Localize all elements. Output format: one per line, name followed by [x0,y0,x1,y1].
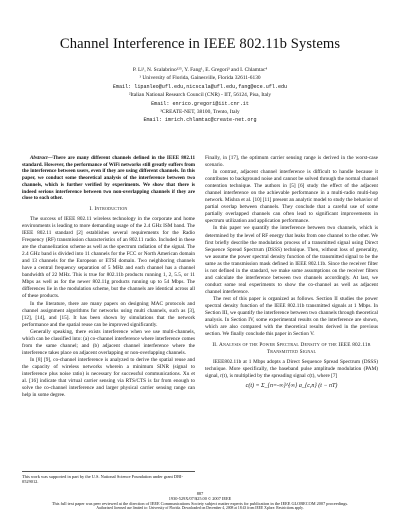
isbn-line: 1930-529X/07/$25.00 © 2007 IEEE [168,496,232,502]
page-footer [0,491,400,511]
affiliation-3: ³CREATE-NET, 38100, Trento, Italy [160,109,240,116]
section-2-paragraph: IEEE802.11b at 1 Mbps adopts a Direct Sequence Spread Spectrum (DSSS) technique. More specifically, the baseband pulse amplitude modulation (PAM) signal, r(t), is multiplied by the spreading signal c(t), where [7] [205,359,378,380]
abstract [22,155,195,202]
authors-line: P. Li¹, N. Scalabrino¹²⁵, Y. Fang¹, E. Gregori³ and I. Chlamtac⁴ [132,67,268,73]
right-column [205,155,378,394]
right-paragraph: In contrast, adjacent channel interference is difficult to handle because it contributes to background noise and cannot be solved through the normal channel contention technique. The authors in [5] [6] study the effect of the adjacent channel interference on the achievable performance in a multi-radio multi-hop network. Mishra et al. [10] [11] present an analytic model to study the behavior of partial overlap between channels. They conclude that a careful use of some partially overlapped channels can often lead to significant improvements in spectrum utilization and application performance. [205,169,378,225]
page-number: 887 [196,491,204,496]
email-2: Email: enrico.gregori@iit.cnr.it [151,100,249,107]
section-2-heading: II. Analysis of the Power Spectral Density of the IEEE 802.11b Transmitted Signal [212,342,371,356]
affiliation-1: ¹ University of Florida, Gainesville, Florida 32611-6130 [139,75,261,82]
left-column [22,155,195,399]
license-note: Authorized licensed use limited to: University of Florida. Downloaded on December 4, 2008 at 18:43 from IEEE Xplore. Restrictions apply. [96,506,304,511]
left-paragraph: The success of IEEE 802.11 wireless technology in the corporate and home environments is leading to more demanding usage of the 2.4 GHz ISM band. The IEEE 802.11 standard [2] establishes several requirements for the Radio Frequency (RF) transmission characteristics of an 802.11 radio. Included in these are the channelization scheme as well as the spectrum radiation of the signal. The 2.4 GHz band is divided into 11 channels for the FCC or North American domain and 13 channels for the European or ETSI domain. Two neighboring channels have a central frequency separation of 5 MHz and each channel has a channel bandwidth of 22 MHz. This is true for 802.11b products running 1, 2, 5.5, or 11 Mbps as well as for the newer 802.11g products running up to 54 Mbps. The differences lie in the modulation scheme, but the channels are identical across all of these products. [22,215,195,300]
affiliation-2: ²Italian National Research Council (CNR) - IIT, 56124, Pisa, Italy [128,92,272,99]
right-paragraph: In this paper we quantify the interference between two channels, which is determined by the level of RF energy that leaks from one channel to the other. We first briefly describe the modulation process of a transmitted signal using Direct Sequence Spread Spectrum (DSSS) technique. Then, without loss of generality, we assume the power spectral density function of the transmitted signal to be the same as the transmission mask defined in IEEE 802.11b. Since the receiver filter is not defined in the standard, we make some assumptions on the receiver filters and calculate the interference between two channels accordingly. At last, we conduct some real experiments to show the co-channel as well as adjacent channel interference. [205,225,378,295]
peer-review-note: This full text paper was peer reviewed at the direction of IEEE Communications Society subject matter experts for publication in the IEEE GLOBECOM 2007 proceedings. [51,501,349,507]
left-paragraph: Generally speaking, there exists interference when we use multi-channels, which can be classified into: (a) co-channel interference where interference comes from the same channel; and (b) adjacent channel interference where the interference takes place on adjacent overlapping or non-overlapping channels. [22,328,195,356]
abstract-text: —There are many different channels defined in the IEEE 802.11 standard. However, the performance of WiFi networks still greatly suffers from the interference between users, even if they are using different channels. In this paper, we conduct some theoretical analysis of the interference between two channels, which is further verified by experiments. We show that there is indeed serious interference between two non-overlapping channels if they are close to each other. [22,155,195,202]
email-1: Email: lipanleo@ufl.edu,nicscala@ufl.edu,fang@ece.ufl.edu [112,83,288,90]
author-block [0,66,400,125]
abstract-label: Abstract [30,155,48,161]
section-1-heading: I. Introduction [89,205,128,212]
left-paragraph: In the literature, there are many papers on designing MAC protocols and channel assignment algorithms for networks using multi channels, such as [3], [12], [14], and [15]. It has been shown by simulations that the network performance and the spatial reuse can be improved significantly. [22,300,195,328]
email-3: Email: imrich.chlamtac@create-net.org [143,117,257,124]
left-paragraph: In [8] [9], co-channel interference is analyzed to derive the spatial reuse and the capacity of wireless networks wherein a minimum SINR (signal to interference plus noise ratio) is necessary for successful communications. Xu et al. [16] indicate that virtual carrier sensing via RTS/CTS is far from enough to solve the co-channel interference and larger physical carrier sensing range can help in some degree. [22,356,195,399]
paper-title: Channel Interference in IEEE 802.11b Systems [59,36,341,52]
equation: c(t) = Σ_{n=-∞}^{∞} a_{c,n} (t − nT) [245,383,338,390]
right-paragraph: The rest of this paper is organized as follows. Section II studies the power spectral density function of the IEEE 802.11b transmitted signals at 1 Mbps. In Section III, we quantify the interference between two channels through theoretical analysis. In Section IV, some experimental results on the interference are shown, which are also compared with the theoretical results derived in the previous section. We finally conclude this paper in Section V. [205,295,378,338]
footnote: This work was supported in part by the U.S. National Science Foundation under grant DBI-0529012. [22,471,195,485]
right-paragraph: Finally, in [17], the optimum carrier sensing range is derived in the worst-case scenario. [205,155,378,169]
